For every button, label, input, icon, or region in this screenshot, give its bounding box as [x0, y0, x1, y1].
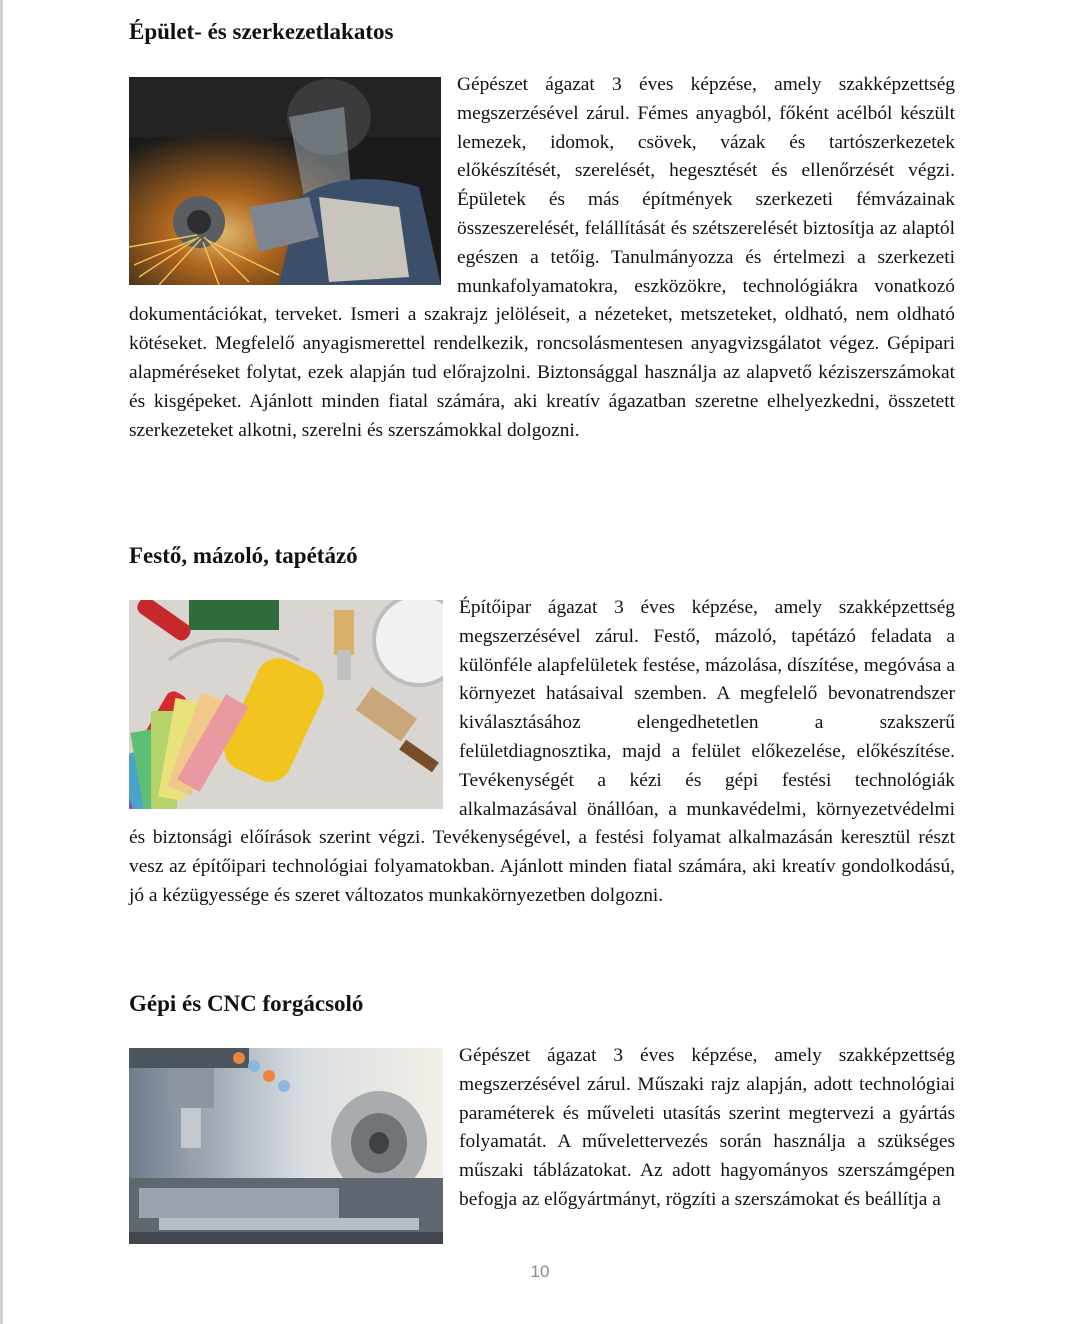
section-title-cnc: Gépi és CNC forgácsoló: [129, 991, 364, 1016]
cnc-machine-image: [129, 1048, 443, 1244]
paint-tools-image: [129, 600, 443, 809]
page-left-edge: [0, 0, 3, 1324]
section-title-epulet-lakatos: Épület- és szerkezetlakatos: [129, 19, 394, 44]
page-number: 10: [530, 1262, 550, 1281]
welder-image: [129, 77, 441, 285]
section-cnc: [129, 1042, 955, 1250]
section-epulet-lakatos: [129, 71, 955, 445]
section-festo: [129, 594, 955, 911]
section-text-cnc: Gépészet ágazat 3 éves képzése, amely szakképzettség megszerzésével zárul. Műszaki rajz alapján, adott technológiai paraméterek és műveleti utasítás szerint megtervezi a gyártás folyamatát. A művelettervezés során használja a szükséges műszaki táblázatokat. Az adott hagyományos szerszámgépen befogja az előgyártmányt, rögzíti a szerszámokat és beállítja a: [459, 1045, 955, 1210]
section-text-epulet-lakatos: Gépészet ágazat 3 éves képzése, amely szakképzettség megszerzésével zárul. Fémes anyagból, főként acélból készült lemezek, idomok, csövek, vázak és tartószerkezetek előkészítését, szerelését, hegesztését és ellenőrzését végzi. Épületek és más építmények szerkezeti fémvázainak összeszerelését, felállítását és szétszerelését biztosítja az alaptól egészen a tetőig. Tanulmányozza és értelmezi a szerkezeti munkafolyamatokra, eszközökre, technológiákra vonatkozó dokumentációkat, terveket. Ismeri a szakrajz jelöléseit, a nézeteket, metszeteket, oldható, nem oldható kötéseket. Megfelelő anyagismerettel rendelkezik, roncsolásmentesen anyagvizsgálatot végez. Gépipari alapméréseket folytat, ezek alapján tud előrajzolni. Biztonsággal használja az alapvető kéziszerszámokat és kisgépeket. Ajánlott minden fiatal számára, aki kreatív ágazatban szeretne elhelyezkedni, összetett szerkezeteket alkotni, szerelni és szerszámokkal dolgozni.: [129, 74, 955, 441]
section-title-festo: Festő, mázoló, tapétázó: [129, 543, 358, 568]
section-text-festo: Építőipar ágazat 3 éves képzése, amely szakképzettség megszerzésével zárul. Festő, mázoló, tapétázó feladata a különféle alapfelületek festése, mázolása, díszítése, megóvása a környezet hatásaival szemben. A megfelelő bevonatrendszer kiválasztásához elengedhetetlen a szakszerű felületdiagnosztika, majd a felület előkezelése, előkészítése. Tevékenységét a kézi és gépi festési technológiák alkalmazásával önállóan, a munkavédelmi, környezetvédelmi és biztonsági előírások szerint végzi. Tevékenységével, a festési folyamat alkalmazásán keresztül részt vesz az építőipari technológiai folyamatokban. Ajánlott minden fiatal számára, aki kreatív gondolkodású, jó a kézügyessége és szeret változatos munkakörnyezetben dolgozni.: [129, 597, 955, 906]
